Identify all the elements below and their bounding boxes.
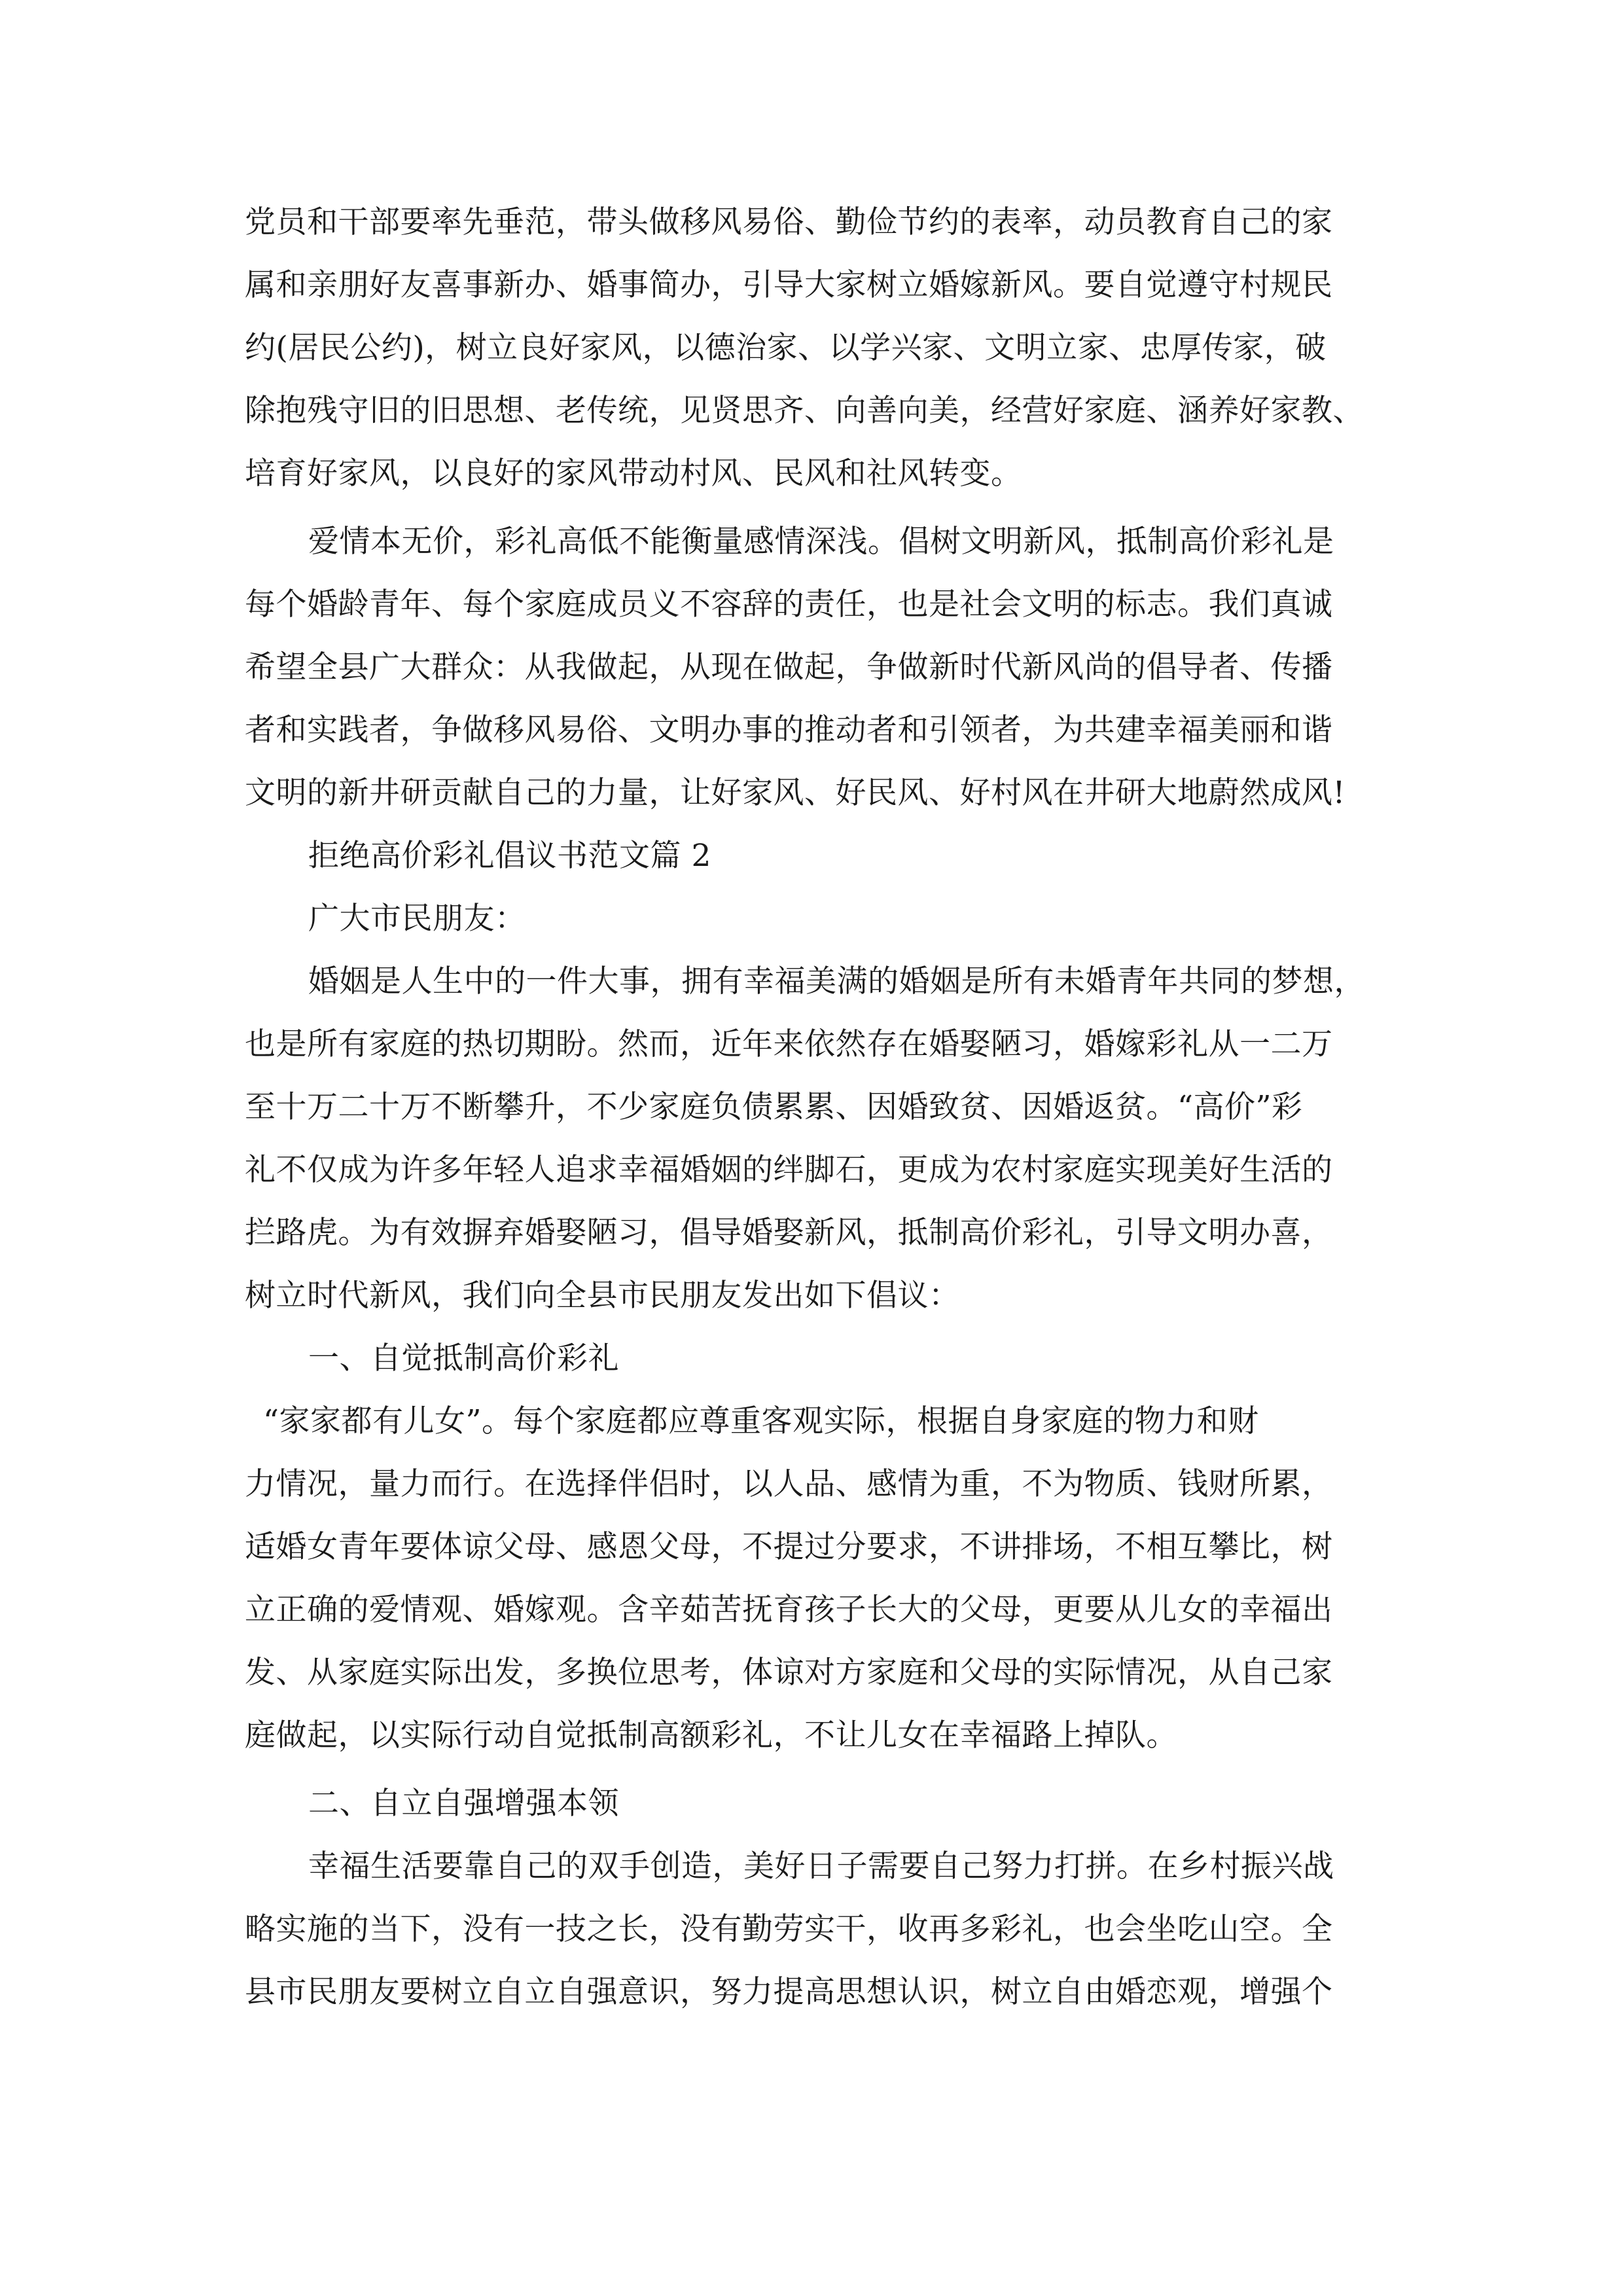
paragraph-start: 幸福生活要靠自己的双手创造，美好日子需要自己努力打拼。在乡村振兴战 <box>308 1848 1334 1884</box>
subheading: 二、自立自强增强本领 <box>308 1785 619 1821</box>
paragraph-start: “家家都有儿女”。每个家庭都应尊重客观实际，根据自身家庭的物力和财 <box>263 1403 1259 1439</box>
subheading: 一、自觉抵制高价彩礼 <box>308 1340 619 1376</box>
paragraph-start: 婚姻是人生中的一件大事，拥有幸福美满的婚姻是所有未婚青年共同的梦想， <box>308 963 1365 999</box>
text-line: 除抱残守旧的旧思想、老传统，见贤思齐、向善向美，经营好家庭、涵养好家教、 <box>245 393 1364 429</box>
text-line: 至十万二十万不断攀升，不少家庭负债累累、因婚致贫、因婚返贫。“高价”彩 <box>245 1089 1303 1125</box>
paragraph-start: 爱情本无价，彩礼高低不能衡量感情深浅。倡树文明新风，抵制高价彩礼是 <box>308 524 1334 560</box>
text-line: 文明的新井研贡献自己的力量，让好家风、好民风、好村风在井研大地蔚然成风! <box>245 775 1346 811</box>
text-line: 培育好家风，以良好的家风带动村风、民风和社风转变。 <box>245 456 1022 492</box>
text-line: 约(居民公约)，树立良好家风，以德治家、以学兴家、文明立家、忠厚传家，破 <box>245 330 1327 366</box>
text-line: 立正确的爱情观、婚嫁观。含辛茹苦抚育孩子长大的父母，更要从儿女的幸福出 <box>245 1592 1333 1628</box>
text-line: 每个婚龄青年、每个家庭成员义不容辞的责任，也是社会文明的标志。我们真诚 <box>245 586 1333 622</box>
section-title: 拒绝高价彩礼倡议书范文篇 2 <box>308 838 711 874</box>
text-line: 适婚女青年要体谅父母、感恩父母，不提过分要求，不讲排场，不相互攀比，树 <box>245 1529 1333 1565</box>
text-line: 力情况，量力而行。在选择伴侣时，以人品、感情为重，不为物质、钱财所累， <box>245 1466 1333 1502</box>
text-line: 略实施的当下，没有一技之长，没有勤劳实干，收再多彩礼，也会坐吃山空。全 <box>245 1911 1333 1947</box>
text-line: 发、从家庭实际出发，多换位思考，体谅对方家庭和父母的实际情况，从自己家 <box>245 1655 1333 1691</box>
text-line: 礼不仅成为许多年轻人追求幸福婚姻的绊脚石，更成为农村家庭实现美好生活的 <box>245 1152 1333 1188</box>
text-line: 属和亲朋好友喜事新办、婚事简办，引导大家树立婚嫁新风。要自觉遵守村规民 <box>245 267 1333 303</box>
text-line: 县市民朋友要树立自立自强意识，努力提高思想认识，树立自由婚恋观，增强个 <box>245 1974 1333 2010</box>
text-line: 者和实践者，争做移风易俗、文明办事的推动者和引领者，为共建幸福美丽和谐 <box>245 712 1333 748</box>
text-line: 希望全县广大群众：从我做起，从现在做起，争做新时代新风尚的倡导者、传播 <box>245 649 1333 685</box>
salutation: 广大市民朋友： <box>308 901 526 937</box>
text-line: 也是所有家庭的热切期盼。然而，近年来依然存在婚娶陋习，婚嫁彩礼从一二万 <box>245 1026 1333 1062</box>
text-line: 拦路虎。为有效摒弃婚娶陋习，倡导婚娶新风，抵制高价彩礼，引导文明办喜， <box>245 1215 1333 1251</box>
text-line: 庭做起，以实际行动自觉抵制高额彩礼，不让儿女在幸福路上掉队。 <box>245 1717 1177 1753</box>
text-line: 树立时代新风，我们向全县市民朋友发出如下倡议： <box>245 1278 960 1314</box>
text-line: 党员和干部要率先垂范，带头做移风易俗、勤俭节约的表率，动员教育自己的家 <box>245 204 1333 240</box>
